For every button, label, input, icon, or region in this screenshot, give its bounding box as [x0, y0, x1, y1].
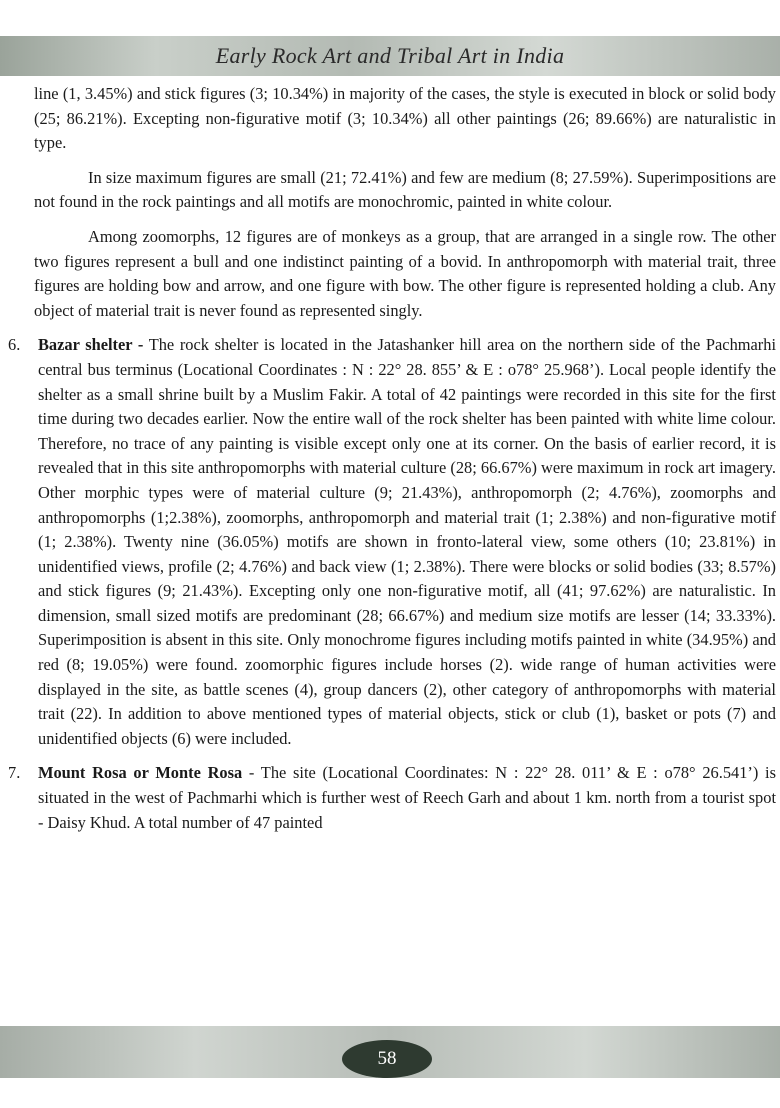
paragraph-1: line (1, 3.45%) and stick figures (3; 10.34%) in majority of the cases, the style is executed in block or solid body (25; 86.21%). Excepting non-figurative motif (3; 10.34%) all other paintings (26; 89.66%) are naturalistic in type. [34, 84, 776, 153]
list-item-text: The rock shelter is located in the Jatashanker hill area on the northern side of the Pachmarhi central bus terminus (Locational Coordinates : N : 22° 28. 855’ & E : o78° 25.968’). Local people identify the shelter as a small shrine built by a Muslim Fakir. A total of 42 paintings were recorded in this site for the first time during two decades earlier. Now the entire wall of the rock shelter has been painted with white lime colour. Therefore, no trace of any painting is visible except only one at its corner. On the basis of earlier record, it is revealed that in this site anthropomorphs with material culture (28; 66.67%) were maximum in rock art imagery. Other morphic types were of material culture (9; 21.43%), anthropomorph (2; 4.76%), zoomorphs and anthropomorphs (1;2.38%), zoomorphs, anthropomorph and material trait (1; 2.38%) and non-figurative motif (1; 2.38%). Twenty nine (36.05%) motifs are shown in fronto-lateral view, some others (10; 23.81%) in unidentified views, profile (2; 4.76%) and back view (1; 2.38%). There were blocks or solid bodies (33; 8.57%) and stick figures (9; 21.43%). Excepting only one non-figurative motif, all (41; 97.62%) are naturalistic. In dimension, small sized motifs are predominant (28; 66.67%) and medium size motifs are lesser (14; 33.33%). Superimposition is absent in this site. Only monochrome figures including motifs painted in white (34.95%) and red (8; 19.05%) were found. zoomorphic figures include horses (2). wide range of human activities were displayed in the site, as battle scenes (4), group dancers (2), other category of anthropomorphs with material trait (22). In addition to above mentioned types of material objects, stick or club (1), basket or pots (7) and unidentified objects (6) were included. [38, 335, 776, 748]
site-list [8, 333, 776, 835]
list-item [8, 761, 776, 835]
list-item-body [38, 761, 776, 835]
list-item-title: Mount Rosa or Monte Rosa [38, 763, 243, 783]
page-body [8, 82, 776, 845]
paragraph-2: In size maximum figures are small (21; 72.41%) and few are medium (8; 27.59%). Superimpositions are not found in the rock paintings and all motifs are monochromic, painted in white colour. [34, 167, 776, 212]
running-header-title: Early Rock Art and Tribal Art in India [215, 43, 565, 68]
list-item-number: 6. [8, 335, 21, 355]
paragraph-3: Among zoomorphs, 12 figures are of monkeys as a group, that are arranged in a single row. The other two figures represent a bull and one indistinct painting of a bovid. In anthropomorph with material trait, three figures are holding bow and arrow, and one figure with bow. The other figure is represented holding a club. Any object of material trait is never found as represented singly. [34, 226, 776, 320]
list-item-text: - The site (Locational Coordinates: N : 22° 28. 011’ & E : o78° 26.541’) is situated in the west of Pachmarhi which is further west of Reech Garh and about 1 km. north from a tourist spot - Daisy Khud. A total number of 47 painted [38, 763, 776, 832]
list-item [8, 333, 776, 751]
list-item-body [38, 333, 776, 751]
list-item-number: 7. [8, 763, 21, 783]
page-number: 58 [342, 1040, 432, 1078]
list-item-title: Bazar shelter - [38, 335, 144, 355]
